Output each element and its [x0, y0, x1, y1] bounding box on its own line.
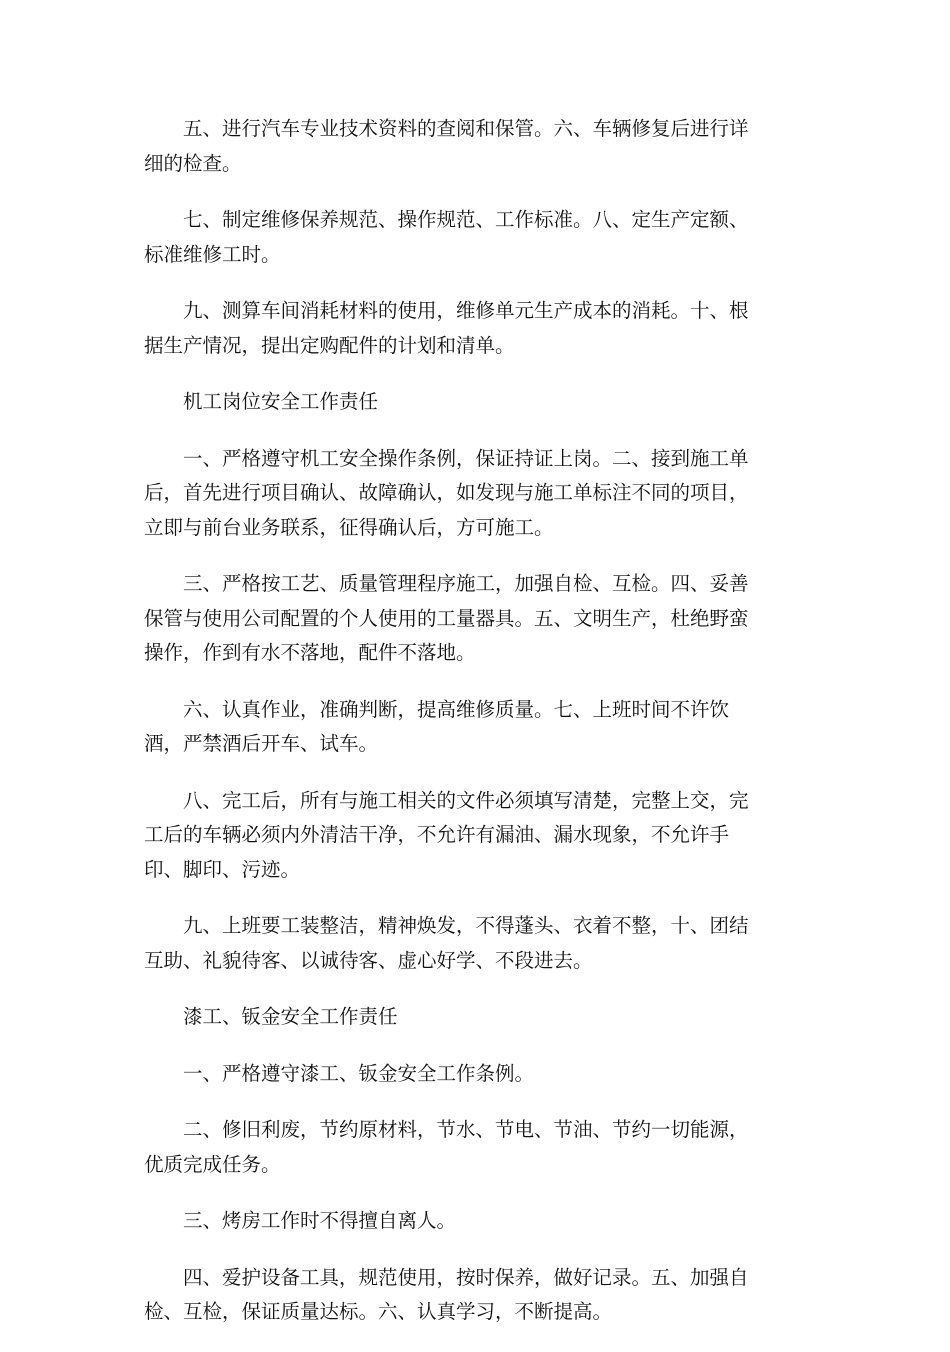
section-heading-paint-sheetmetal: 漆工、钣金安全工作责任	[183, 1005, 398, 1028]
paragraph-machinist-9-10: 九、上班要工装整洁，精神焕发，不得蓬头、衣着不整，十、团结互助、礼貌待客、以诚待客、虚心好学、不段进去。	[144, 914, 749, 972]
paragraph-paint-1: 一、严格遵守漆工、钣金安全工作条例。	[183, 1061, 535, 1085]
paragraph-machinist-8: 八、完工后，所有与施工相关的文件必须填写清楚，完整上交，完工后的车辆必须内外清洁干净，不允许有漏油、漏水现象，不允许手印、脚印、污迹。	[144, 788, 749, 881]
paragraph-item-9-10: 九、测算车间消耗材料的使用，维修单元生产成本的消耗。十、根据生产情况，提出定购配件的计划和清单。	[144, 299, 749, 357]
paragraph-paint-2: 二、修旧利废，节约原材料，节水、节电、节油、节约一切能源，优质完成任务。	[144, 1118, 749, 1176]
paragraph-paint-4-6: 四、爱护设备工具，规范使用，按时保养，做好记录。五、加强自检、互检，保证质量达标。六、认真学习，不断提高。	[144, 1265, 749, 1323]
section-heading-machinist: 机工岗位安全工作责任	[183, 390, 379, 413]
paragraph-item-5-6: 五、进行汽车专业技术资料的查阅和保管。六、车辆修复后进行详细的检查。	[144, 117, 749, 175]
paragraph-item-7-8: 七、制定维修保养规范、操作规范、工作标准。八、定生产定额、标准维修工时。	[144, 208, 749, 266]
paragraph-machinist-3-5: 三、严格按工艺、质量管理程序施工，加强自检、互检。四、妥善保管与使用公司配置的个人使用的工量器具。五、文明生产，杜绝野蛮操作，作到有水不落地，配件不落地。	[144, 572, 749, 664]
paragraph-machinist-6-7: 六、认真作业，准确判断，提高维修质量。七、上班时间不许饮酒，严禁酒后开车、试车。	[144, 697, 730, 755]
paragraph-paint-3: 三、烤房工作时不得擅自离人。	[183, 1209, 457, 1232]
document-body	[144, 112, 754, 1352]
paragraph-machinist-1-2: 一、严格遵守机工安全操作条例，保证持证上岗。二、接到施工单后，首先进行项目确认、故障确认，如发现与施工单标注不同的项目，立即与前台业务联系，征得确认后，方可施工。	[144, 446, 749, 539]
